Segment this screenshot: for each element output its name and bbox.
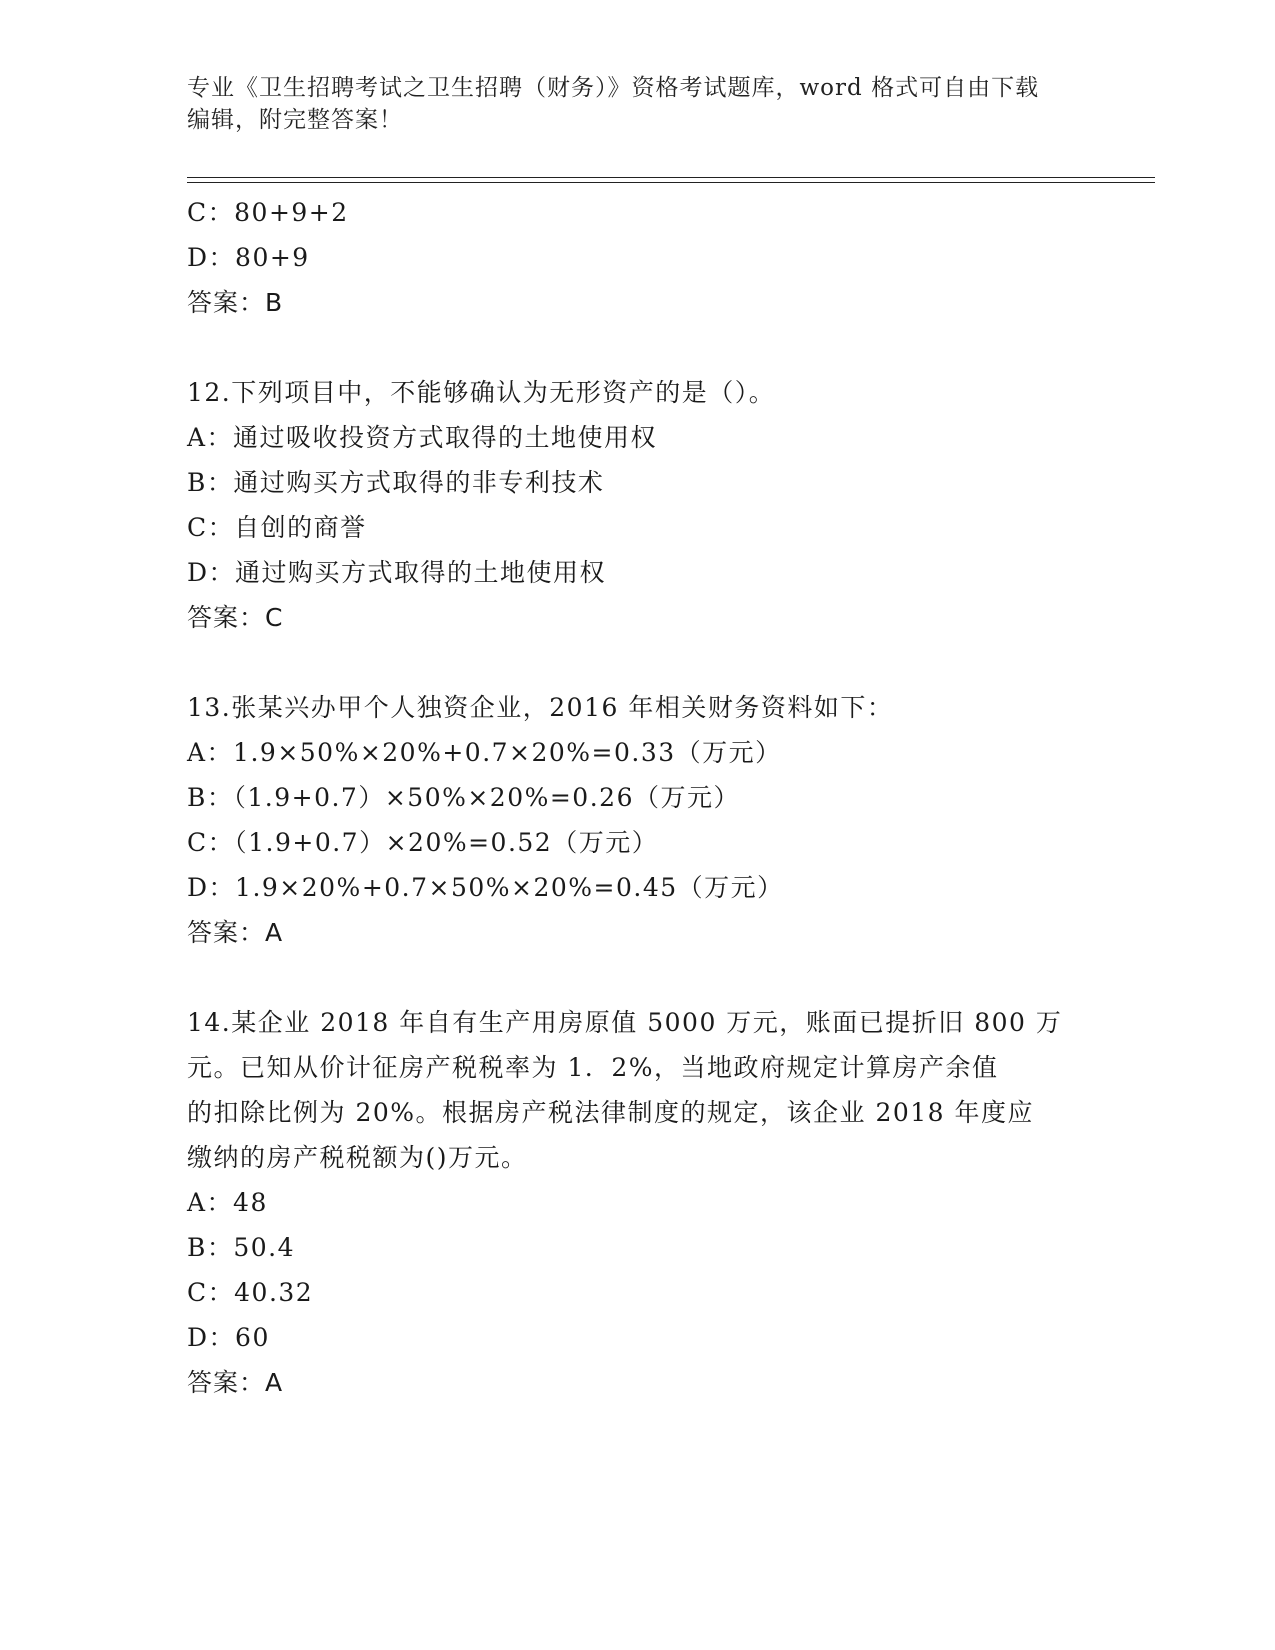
q13-option-a: A：1.9×50%×20%+0.7×20%=0.33（万元）	[187, 738, 782, 767]
q11-answer: 答案：B	[187, 288, 284, 317]
spacer	[187, 955, 1087, 1000]
document-header	[187, 72, 1087, 136]
q12-option-b: B：通过购买方式取得的非专利技术	[187, 468, 605, 497]
q13-question: 13.张某兴办甲个人独资企业，2016 年相关财务资料如下：	[187, 693, 894, 722]
q13-option-b: B：（1.9+0.7）×50%×20%=0.26（万元）	[187, 783, 740, 812]
q12-option-d: D：通过购买方式取得的土地使用权	[187, 558, 607, 587]
q11-option-d: D：80+9	[187, 243, 310, 272]
header-divider-top	[187, 177, 1155, 178]
header-line-2: 编辑，附完整答案！	[187, 107, 403, 133]
q12-question: 12.下列项目中，不能够确认为无形资产的是（）。	[187, 378, 776, 407]
q14-question-line-1: 14.某企业 2018 年自有生产用房原值 5000 万元，账面已提折旧 800 万	[187, 1008, 1063, 1037]
q14-question-line-2: 元。已知从价计征房产税税率为 1．2%，当地政府规定计算房产余值	[187, 1053, 999, 1082]
q12-option-c: C：自创的商誉	[187, 513, 367, 542]
q14-answer: 答案：A	[187, 1368, 284, 1397]
q13-option-d: D：1.9×20%+0.7×50%×20%=0.45（万元）	[187, 873, 784, 902]
q14-option-d: D：60	[187, 1323, 270, 1352]
q14-question-line-4: 缴纳的房产税税额为()万元。	[187, 1143, 528, 1172]
q13-option-c: C：（1.9+0.7）×20%=0.52（万元）	[187, 828, 659, 857]
q12-option-a: A：通过吸收投资方式取得的土地使用权	[187, 423, 658, 452]
q11-option-c: C：80+9+2	[187, 198, 349, 227]
document-body	[187, 190, 1087, 1405]
q14-option-c: C：40.32	[187, 1278, 314, 1307]
q14-option-a: A：48	[187, 1188, 268, 1217]
spacer	[187, 325, 1087, 370]
q12-answer: 答案：C	[187, 603, 284, 632]
header-divider-bottom	[187, 182, 1155, 183]
q13-answer: 答案：A	[187, 918, 284, 947]
q14-option-b: B：50.4	[187, 1233, 296, 1262]
header-line-1: 专业《卫生招聘考试之卫生招聘（财务）》资格考试题库，word 格式可自由下载	[187, 75, 1040, 101]
q14-question-line-3: 的扣除比例为 20%。根据房产税法律制度的规定，该企业 2018 年度应	[187, 1098, 1035, 1127]
spacer	[187, 640, 1087, 685]
